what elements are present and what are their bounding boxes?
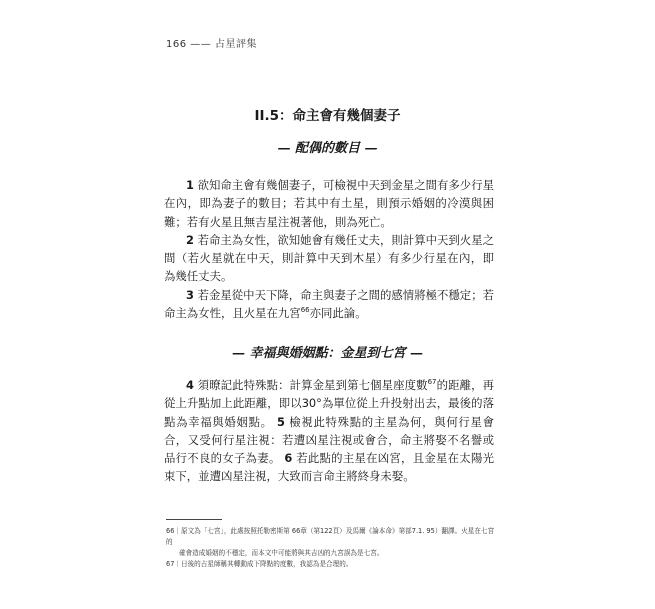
footnote-66 <box>166 526 496 548</box>
paragraph-text: 若此點的主星在凶宮，且金星在太陽光束下，並遭凶星注視，大致而言命主將終身未娶。 <box>164 451 494 484</box>
footnote-text: ｜原文為「七宮」，此處按照托勒密斯第 66章（第122頁）及馬爾《論本命》第部7.1. 95）翻譯。火星在七宮的 <box>166 527 495 546</box>
footnote-ref-66[interactable]: 66 <box>300 306 310 315</box>
paragraph-text: 檢視此特殊點的主星為何，與何行星會合，又受何行星注視：若遭凶星注視或會合，命主將娶不名譽或品行不良的女子為妻。 <box>164 414 494 466</box>
paragraph-4 <box>164 376 494 486</box>
paragraph-number: 3 <box>186 287 194 302</box>
section-heading-spouse-count: — 配偶的數目 — <box>277 141 378 156</box>
section-heading-marriage-lot: — 幸福與婚姻點：金星到七宮 — <box>231 346 424 361</box>
paragraph-1 <box>164 176 494 231</box>
paragraph-number: 4 <box>186 378 194 392</box>
paragraph-number: 5 <box>277 414 285 429</box>
paragraph-number: 6 <box>284 451 293 466</box>
section1-body <box>164 176 494 322</box>
footnote-66-continued: 確會造成婚姻的不穩定，而本文中可能將與其吉凶的九宮誤為是七宮。 <box>179 549 384 557</box>
footnote-ref-67[interactable]: 67 <box>427 378 437 387</box>
paragraph-2 <box>164 231 494 286</box>
chapter-title: II.5：命主會有幾個妻子 <box>254 108 401 124</box>
footnote-67 <box>166 559 496 570</box>
footnote-number: 67 <box>166 560 175 568</box>
paragraph-number: 1 <box>186 178 194 192</box>
paragraph-text: 若金星從中天下降，命主與妻子之間的感情將極不穩定；若命主為女性，且火星在九宮 <box>164 287 494 321</box>
header-dash: —— <box>190 39 212 50</box>
footnote-number: 66 <box>166 527 175 535</box>
running-header <box>166 35 257 50</box>
paragraph-3 <box>164 286 494 323</box>
footnotes <box>166 526 496 570</box>
footnote-text: ｜日後的占星師稱其轉動成下降點的度數，我認為是合理的。 <box>174 560 353 568</box>
paragraph-text: 須暸記此特殊點：計算金星到第七個星座度數 <box>197 378 428 392</box>
paragraph-text: 亦同此論。 <box>309 306 367 321</box>
paragraph-text: 若命主為女性，欲知她會有幾任丈夫，則計算中天到火星之間（若火星就在中天，則計算中天到木星）有多少行星在內，即為幾任丈夫。 <box>164 232 494 284</box>
paragraph-number: 2 <box>186 232 194 247</box>
footnote-rule <box>166 519 222 520</box>
paragraph-text: 欲知命主會有幾個妻子，可檢視中天到金星之間有多少行星在內，即為妻子的數目；若其中有土星，則預示婚姻的冷漠與困難；若有火星且無吉星注視著他，則為死亡。 <box>164 178 494 229</box>
section2-body <box>164 376 494 486</box>
paragraph-text: 的距離，再從上升點加上此距離，即以30°為單位從上升投射出去，最後的落點為幸福與婚姻點。 <box>164 378 494 429</box>
page-number: 166 <box>166 39 187 50</box>
book-title: 占星評集 <box>214 39 257 50</box>
